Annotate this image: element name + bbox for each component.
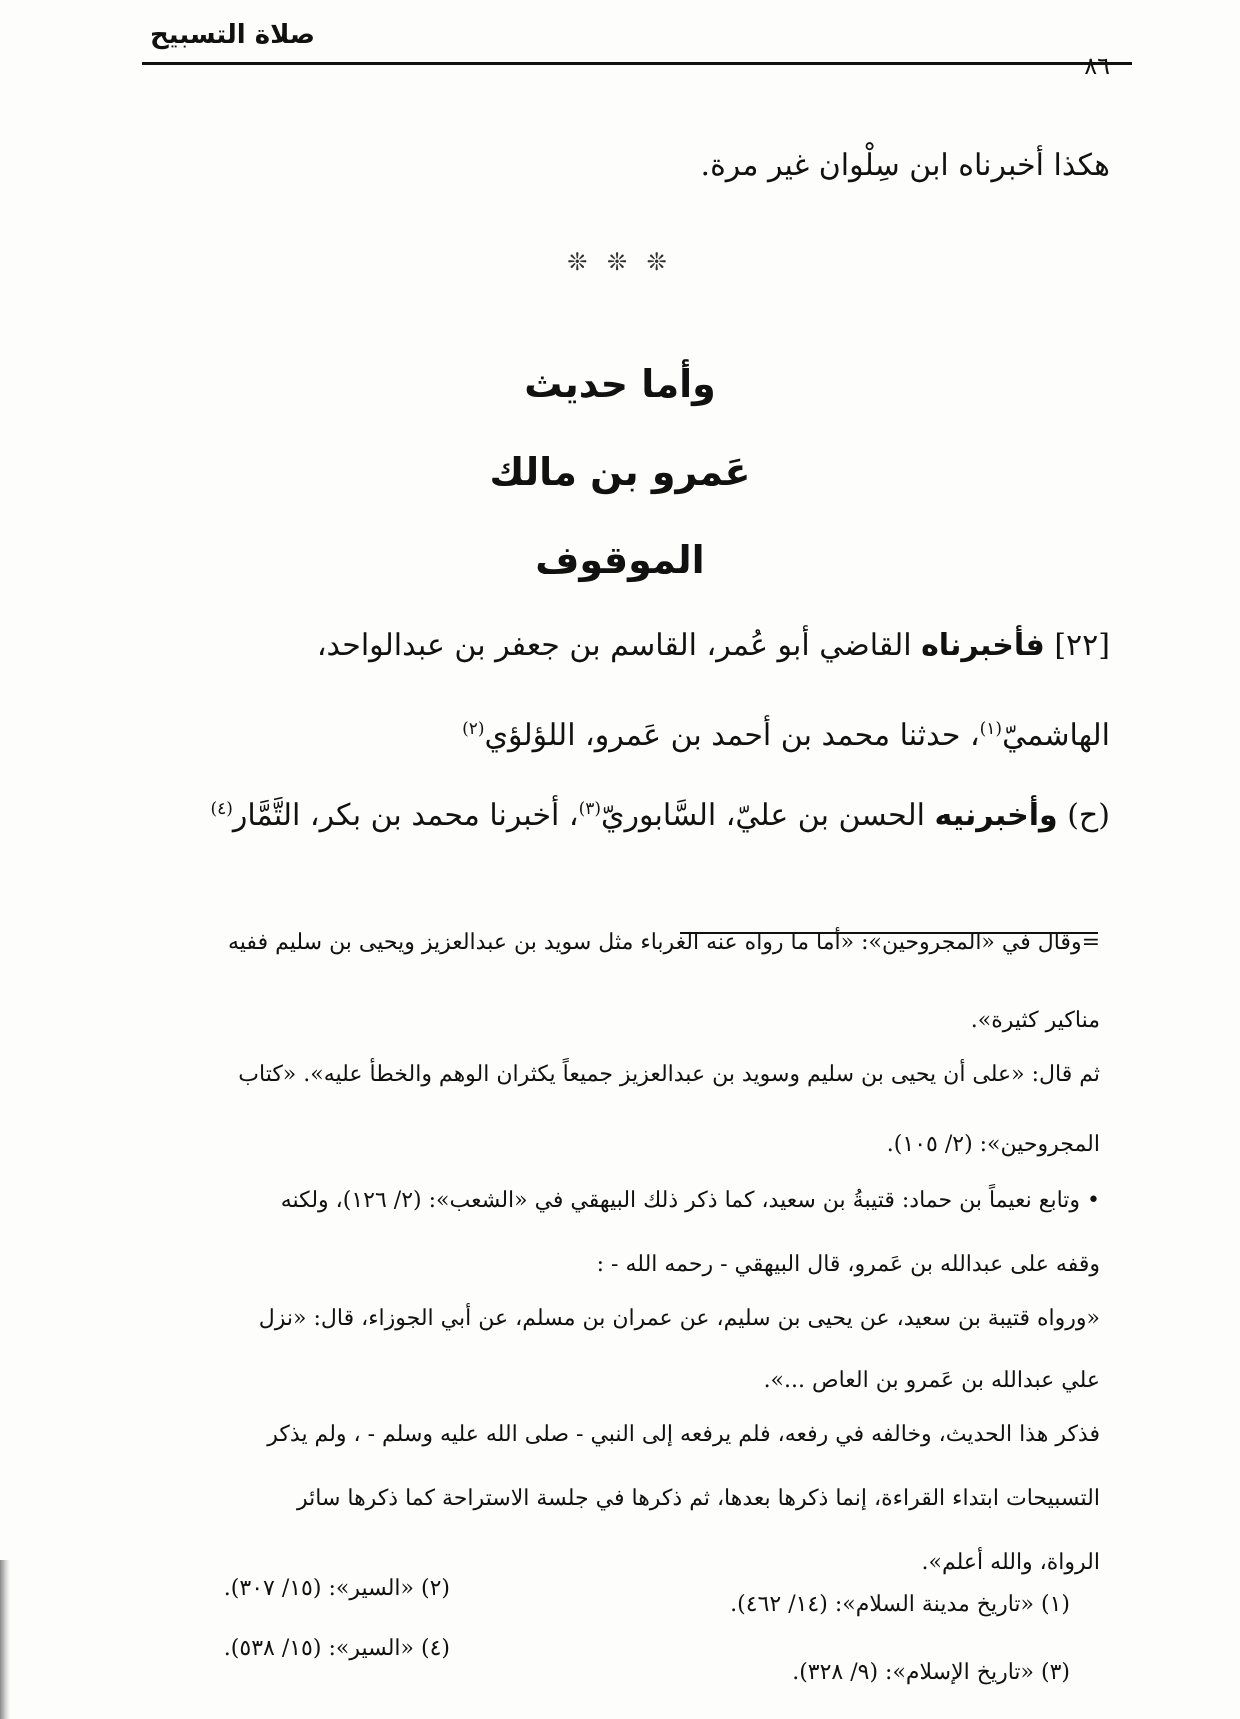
footnote-ref-3: (٣) «تاريخ الإسلام»: (٩/ ٣٢٨).	[792, 1660, 1070, 1685]
footnote-line: وقفه على عبدالله بن عَمرو، قال البيهقي - رحمه الله - :	[596, 1252, 1100, 1277]
hadith-line-1	[317, 628, 1110, 663]
footnote-line: الرواة، والله أعلم».	[921, 1550, 1100, 1575]
hadith-line-2-b: ، حدثنا محمد بن أحمد بن عَمرو، اللؤلؤي	[484, 718, 980, 753]
hadith-line-3-b: الحسن بن عليّ، السَّابوريّ	[601, 798, 925, 833]
scan-shadow-edge	[0, 1560, 10, 1719]
footnote-marker-4: (٤)	[210, 799, 233, 819]
running-title: صلاة التسبيح	[150, 20, 315, 50]
hadith-line-2	[462, 718, 1110, 753]
footnote-line: ثم قال: «على أن يحيى بن سليم وسويد بن عبدالعزيز جميعاً يكثران الوهم والخطأ عليه». «كتاب	[238, 1062, 1100, 1087]
footnote-line: • وتابع نعيماً بن حماد: قتيبةُ بن سعيد، كما ذكر ذلك البيهقي في «الشعب»: (٢/ ١٢٦)، ولكنه	[280, 1188, 1100, 1213]
footnote-marker-3: (٣)	[578, 799, 601, 819]
footnote-line: المجروحين»: (٢/ ١٠٥).	[886, 1132, 1100, 1157]
hadith-line-3-a: (ح)	[1067, 798, 1110, 833]
section-title-line-3: الموقوف	[535, 538, 705, 582]
footnote-ref-1: (١) «تاريخ مدينة السلام»: (١٤/ ٤٦٢).	[730, 1592, 1070, 1617]
footnote-line: فذكر هذا الحديث، وخالفه في رفعه، فلم يرفعه إلى النبي - صلى الله عليه وسلم - ، ولم يذكر	[267, 1422, 1100, 1447]
page-number: ٨٦	[1084, 52, 1110, 80]
footnote-line: التسبيحات ابتداء القراءة، إنما ذكرها بعدها، ثم ذكرها في جلسة الاستراحة كما ذكرها سائر	[296, 1486, 1100, 1511]
footnote-line: «ورواه قتيبة بن سعيد، عن يحيى بن سليم، عن عمران بن مسلم، عن أبي الجوزاء، قال: «نزل	[258, 1306, 1100, 1331]
intro-line: هكذا أخبرناه ابن سِلْوان غير مرة.	[700, 148, 1110, 183]
section-title-line-2: عَمرو بن مالك	[489, 450, 751, 494]
hadith-number: [٢٢]	[1054, 628, 1110, 663]
hadith-lead-word: فأخبرناه	[921, 628, 1045, 663]
hadith-line-3-lead: وأخبرنيه	[934, 798, 1058, 833]
section-separator: ❊ ❊ ❊	[567, 248, 673, 276]
header-rule	[142, 62, 1132, 65]
footnote-line: =وقال في «المجروحين»: «أما ما رواه عنه الغرباء مثل سويد بن عبدالعزيز ويحيى بن سليم ففيه	[228, 930, 1100, 955]
hadith-line-1-text: القاضي أبو عُمر، القاسم بن جعفر بن عبدالواحد،	[316, 628, 912, 663]
footnote-marker-1: (١)	[979, 719, 1003, 739]
footnote-ref-2: (٢) «السير»: (١٥/ ٣٠٧).	[223, 1576, 450, 1601]
hadith-line-2-a: الهاشميّ	[1002, 718, 1110, 753]
section-title-line-1: وأما حديث	[524, 362, 716, 406]
hadith-line-3-c: ، أخبرنا محمد بن بكر، التَّمَّار	[232, 798, 579, 833]
footnote-line: مناكير كثيرة».	[970, 1008, 1100, 1033]
footnote-ref-4: (٤) «السير»: (١٥/ ٥٣٨).	[223, 1636, 450, 1661]
footnote-line: علي عبدالله بن عَمرو بن العاص ...».	[763, 1368, 1100, 1393]
hadith-line-3	[210, 798, 1110, 833]
footnote-marker-2: (٢)	[462, 719, 485, 739]
